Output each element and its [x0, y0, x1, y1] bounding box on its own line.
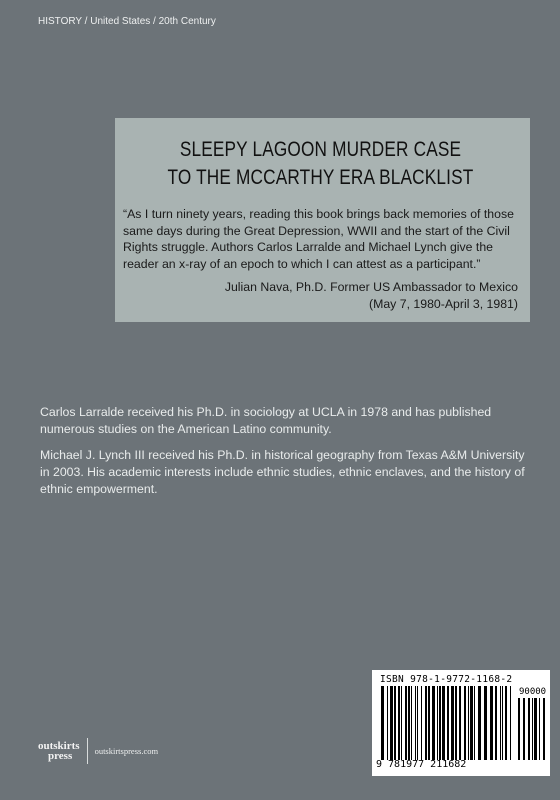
- quote-attribution: [123, 279, 518, 313]
- isbn-number: ISBN 978-1-9772-1168-2: [380, 674, 513, 685]
- quote-box: [115, 118, 530, 322]
- endorsement-quote: “As I turn ninety years, reading this book brings back memories of those same days during the Great Depression, WWII and the start of the Civil Rights struggle. Authors Carlos Larralde and Michael Lynch give the reader an x-ray of an epoch to which I can attest as a participant.”: [123, 207, 514, 271]
- logo-line-1: outskirts: [38, 740, 80, 752]
- price-barcode-bars: [518, 698, 545, 760]
- title-line-2: TO THE MCCARTHY ERA BLACKLIST: [167, 166, 474, 189]
- title-line-1: SLEEPY LAGOON MURDER CASE: [179, 138, 462, 161]
- author-bio-lynch: Michael J. Lynch III received his Ph.D. in historical geography from Texas A&M University in 2003. His academic interests include ethnic studies, ethnic enclaves, and the history of ethnic empowerment.: [40, 448, 525, 496]
- author-bios: [40, 404, 535, 507]
- price-code: 90000: [519, 687, 547, 697]
- isbn-barcode: [372, 670, 550, 776]
- publisher-block: [38, 738, 158, 764]
- author-bio-larralde: Carlos Larralde received his Ph.D. in sociology at UCLA in 1978 and has published numerous studies on the American Latino community.: [40, 405, 492, 436]
- logo-line-2: press: [48, 750, 73, 762]
- barcode-digits: 9 781977 211682: [376, 759, 467, 770]
- barcode-bars: [381, 686, 513, 760]
- category-label: HISTORY / United States / 20th Century: [38, 16, 216, 27]
- attribution-line-1: Julian Nava, Ph.D. Former US Ambassador to Mexico: [224, 280, 518, 294]
- book-subtitle: [134, 136, 507, 192]
- logo-divider: [87, 738, 88, 764]
- attribution-line-2: (May 7, 1980-April 3, 1981): [368, 297, 518, 311]
- publisher-logo: [38, 741, 80, 761]
- publisher-url: outskirtspress.com: [94, 746, 159, 756]
